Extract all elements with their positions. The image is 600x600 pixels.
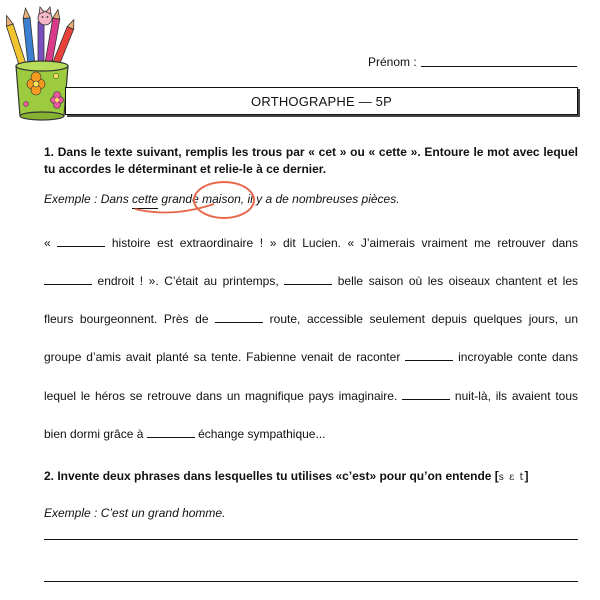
prenom-label: Prénom : [368, 55, 417, 69]
blank-7[interactable] [147, 427, 195, 438]
text-segment: endroit ! ». C’était au printemps, [92, 274, 285, 288]
example-middle: grande [158, 192, 203, 206]
text-line-4 [44, 350, 578, 364]
question-1-example [44, 192, 400, 206]
text-segment: « [44, 236, 58, 250]
text-segment: nuit-là, ils avaient tous [450, 389, 578, 403]
blank-6[interactable] [402, 389, 450, 400]
text-segment: bien dormi grâce à [44, 427, 147, 441]
example-prefix: Exemple : Dans [44, 192, 133, 206]
text-line-5 [44, 389, 578, 403]
text-segment: incroyable conte dans [453, 350, 578, 364]
text-segment: fleurs bourgeonnent. Près de [44, 312, 216, 326]
blank-4[interactable] [215, 312, 263, 323]
answer-line-1[interactable] [44, 539, 578, 540]
text-line-3 [44, 312, 578, 326]
question-2-instruction: 2. Invente deux phrases dans lesquelles tu utilises «c’est» pour qu’on entende [s ε t] [44, 469, 529, 483]
blank-5[interactable] [405, 350, 453, 361]
text-line-6 [44, 427, 578, 441]
phonetic-transcription: s ε t [498, 472, 525, 483]
blank-3[interactable] [284, 274, 332, 285]
text-segment: belle saison où les oiseaux chantent et les [332, 274, 578, 288]
example-noun: maison [202, 192, 241, 206]
blank-2[interactable] [44, 274, 92, 285]
text-segment: histoire est extraordinaire ! » dit Lucien. « J’aimerais vraiment me retrouver dans [105, 236, 578, 250]
link-arrow-mark [132, 194, 217, 214]
blank-1[interactable] [57, 236, 105, 247]
text-line-2 [44, 274, 578, 288]
text-segment: lequel le héros se retrouve dans un magnifique pays imaginaire. [44, 389, 403, 403]
question-1-instruction: 1. Dans le texte suivant, remplis les trous par « cet » ou « cette ». Entoure le mot avec lequel tu accordes le déterminant et relie-le à ce dernier. [44, 145, 578, 176]
text-line-1 [44, 236, 578, 250]
question-2-example: Exemple : C’est un grand homme. [44, 506, 226, 520]
example-determinant: cette [132, 192, 159, 206]
text-segment: échange sympathique... [194, 427, 326, 441]
prenom-underline [421, 55, 577, 67]
answer-line-2[interactable] [44, 581, 578, 582]
page-title: ORTHOGRAPHE — 5P [251, 93, 392, 109]
example-suffix: , il y a de nombreuses pièces. [240, 192, 400, 206]
prenom-field[interactable] [368, 55, 577, 69]
text-segment: groupe d’amis avait planté sa tente. Fabienne venait de raconter [44, 350, 406, 364]
text-segment: route, accessible seulement depuis quelques jours, un [263, 312, 578, 326]
page-title-box [65, 87, 578, 115]
